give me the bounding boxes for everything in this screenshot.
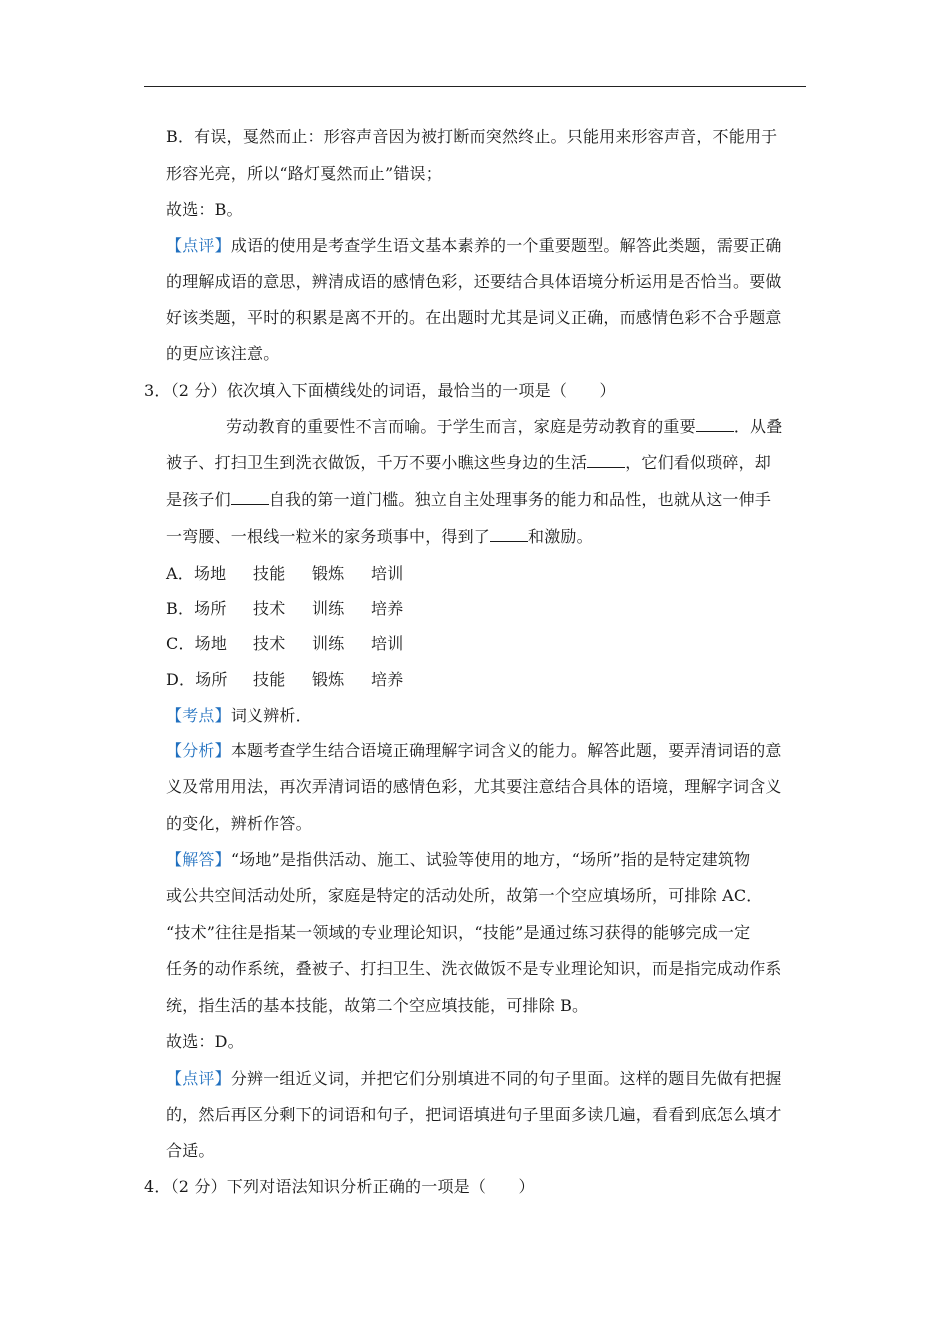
option-word: 培养 [371, 599, 404, 618]
passage-text: 自我的第一道门槛。独立自主处理事务的能力和品性，也就从这一伸手 [268, 490, 772, 509]
header-rule [144, 86, 806, 87]
q4-stem: 4．（2 分）下列对语法知识分析正确的一项是（ ） [144, 1177, 535, 1196]
fill-blank-3 [231, 490, 269, 505]
q3-comment-line2: 的，然后再区分剩下的词语和句子，把词语填进句子里面多读几遍，看看到底怎么填才 [166, 1105, 782, 1124]
q3-jieda-line4: 任务的动作系统，叠被子、打扫卫生、洗衣做饭不是专业理论知识，而是指完成动作系 [166, 959, 782, 978]
kaodian-text: 词义辨析． [230, 706, 312, 725]
jieda-text: “场地”是指供活动、施工、试验等使用的地方，“场所”指的是特定建筑物 [230, 850, 751, 869]
option-word: 培训 [371, 564, 404, 583]
jieda-tag: 【解答】 [166, 850, 231, 869]
q3-fenxi-line3: 的变化，辨析作答。 [166, 814, 312, 833]
q2-answer: 故选：B。 [166, 200, 243, 219]
option-word: 技能 [253, 670, 286, 689]
q3-passage-line1 [226, 417, 782, 437]
option-word: 培训 [371, 634, 404, 653]
option-label: A．场地 [166, 564, 227, 583]
q3-passage-line4 [166, 527, 593, 547]
q2-comment-line4: 的更应该注意。 [166, 344, 280, 363]
option-word: 锻炼 [312, 564, 345, 583]
q3-passage-line2 [166, 453, 771, 473]
option-word: 训练 [312, 634, 345, 653]
option-label: C．场地 [166, 634, 228, 653]
fill-blank-4 [490, 527, 528, 542]
fill-blank-1 [696, 417, 734, 432]
option-word: 锻炼 [312, 670, 345, 689]
option-word: 技术 [253, 634, 286, 653]
q3-jieda-line5: 统，指生活的基本技能，故第二个空应填技能，可排除 B。 [166, 996, 589, 1015]
option-word: 技术 [253, 599, 286, 618]
q2-comment-line3: 好该类题，平时的积累是离不开的。在出题时尤其是词义正确，而感情色彩不合乎题意 [166, 308, 782, 327]
option-word: 训练 [312, 599, 345, 618]
fenxi-text: 本题考查学生结合语境正确理解字词含义的能力。解答此题，要弄清词语的意 [230, 741, 782, 760]
q3-fenxi-line1 [166, 741, 782, 761]
comment-text: 分辨一组近义词，并把它们分别填进不同的句子里面。这样的题目先做有把握 [230, 1069, 782, 1088]
passage-text: 和激励。 [528, 527, 593, 546]
option-label: D．场所 [166, 670, 228, 689]
q3-stem: 3．（2 分）依次填入下面横线处的词语，最恰当的一项是（ ） [144, 381, 616, 400]
comment-tag: 【点评】 [166, 1069, 231, 1088]
q2-comment-line2: 的理解成语的意思，辨清成语的感情色彩，还要结合具体语境分析运用是否恰当。要做 [166, 272, 782, 291]
q3-fenxi-line2: 义及常用用法，再次弄清词语的感情色彩，尤其要注意结合具体的语境，理解字词含义 [166, 777, 782, 796]
q2-option-b-line1: B．有误，戛然而止：形容声音因为被打断而突然终止。只能用来形容声音，不能用于 [166, 127, 778, 146]
q3-kaodian [166, 706, 312, 726]
passage-text: ，它们看似琐碎，却 [625, 453, 772, 472]
q2-option-b-line2: 形容光亮，所以“路灯戛然而止”错误； [166, 164, 442, 183]
comment-text: 成语的使用是考查学生语文基本素养的一个重要题型。解答此类题，需要正确 [230, 236, 782, 255]
q3-jieda-line2: 或公共空间活动处所，家庭是特定的活动处所，故第一个空应填场所，可排除 AC． [166, 886, 763, 905]
q3-jieda-line1 [166, 850, 750, 870]
comment-tag: 【点评】 [166, 236, 231, 255]
q3-answer: 故选：D。 [166, 1032, 244, 1051]
passage-text: 劳动教育的重要性不言而喻。于学生而言，家庭是劳动教育的重要 [226, 417, 696, 436]
q3-jieda-line3: “技术”往往是指某一领域的专业理论知识，“技能”是通过练习获得的能够完成一定 [166, 923, 751, 942]
q3-passage-line3 [166, 490, 771, 510]
option-word: 培养 [371, 670, 404, 689]
passage-text: 被子、打扫卫生到洗衣做饭，千万不要小瞧这些身边的生活 [166, 453, 588, 472]
option-word: 技能 [253, 564, 286, 583]
fill-blank-2 [587, 453, 625, 468]
passage-text: 一弯腰、一根线一粒米的家务琐事中，得到了 [166, 527, 491, 546]
option-label: B．场所 [166, 599, 227, 618]
q3-comment-line1 [166, 1069, 782, 1089]
passage-text: 是孩子们 [166, 490, 231, 509]
kaodian-tag: 【考点】 [166, 706, 231, 725]
fenxi-tag: 【分析】 [166, 741, 231, 760]
q3-comment-line3: 合适。 [166, 1141, 215, 1160]
passage-text: ．从叠 [733, 417, 783, 436]
q2-comment-line1 [166, 236, 782, 256]
